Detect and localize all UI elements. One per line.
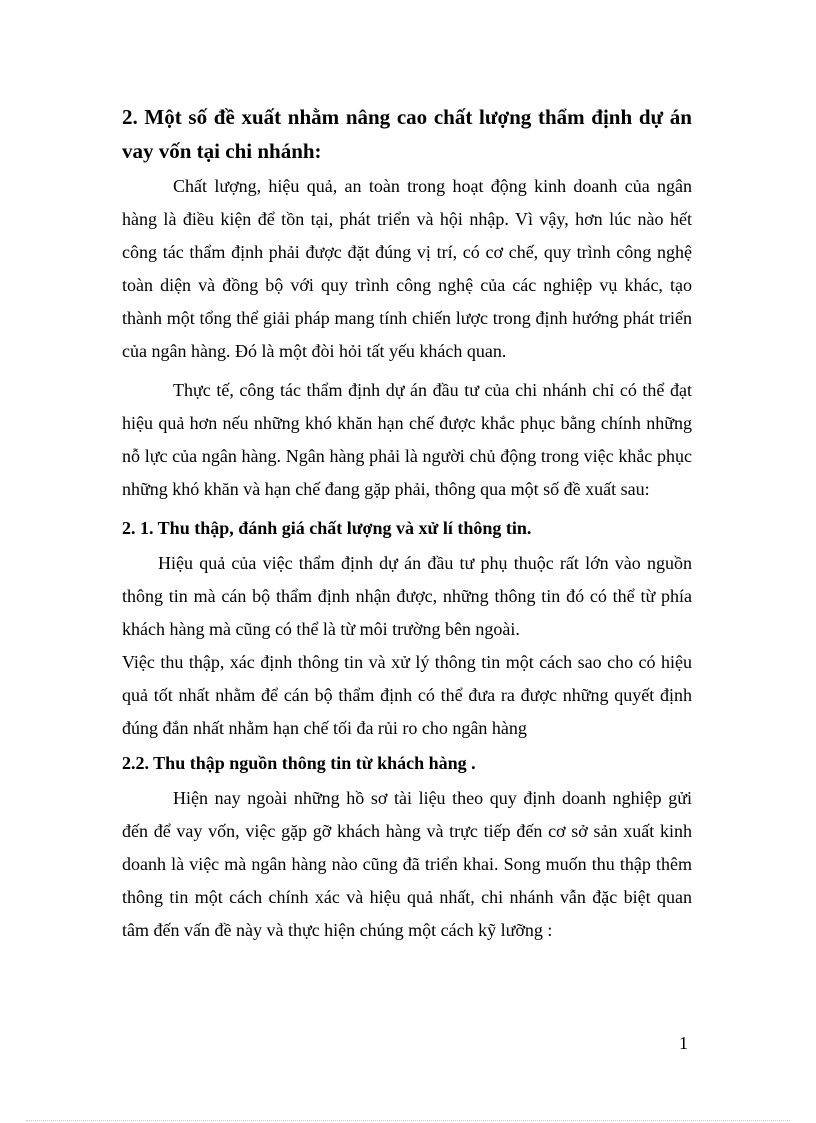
subheading-2-2: 2.2. Thu thập nguồn thông tin từ khách hàng .: [122, 753, 476, 773]
document-body: [122, 100, 692, 953]
section-heading: 2. Một số đề xuất nhằm nâng cao chất lượng thẩm định dự án vay vốn tại chi nhánh:: [122, 105, 692, 163]
paragraph-2-2-a: Hiện nay ngoài những hồ sơ tài liệu theo quy định doanh nghiệp gửi đến để vay vốn, việc gặp gỡ khách hàng và trực tiếp đến cơ sở sản xuất kinh doanh là việc mà ngân hàng nào cũng đã triển khai. Song muốn thu thập thêm thông tin một cách chính xác và hiệu quả nhất, chi nhánh vẫn đặc biệt quan tâm đến vấn đề này và thực hiện chúng một cách kỹ lưỡng :: [122, 788, 692, 940]
paragraph-intro-1: Chất lượng, hiệu quả, an toàn trong hoạt động kinh doanh của ngân hàng là điều kiện để tồn tại, phát triển và hội nhập. Vì vậy, hơn lúc nào hết công tác thẩm định phải được đặt đúng vị trí, có cơ chế, quy trình công nghệ toàn diện và đồng bộ với quy trình công nghệ của các nghiệp vụ khác, tạo thành một tổng thể giải pháp mang tính chiến lược trong định hướng phát triển của ngân hàng. Đó là một đòi hỏi tất yếu khách quan.: [122, 176, 692, 361]
paragraph-2-1-a: Hiệu quả của việc thẩm định dự án đầu tư phụ thuộc rất lớn vào nguồn thông tin mà cán bộ thẩm định nhận được, những thông tin đó có thể từ phía khách hàng mà cũng có thể là từ môi trường bên ngoài.: [122, 553, 692, 639]
page-number: 1: [679, 1033, 688, 1053]
paragraph-2-1-b: Việc thu thập, xác định thông tin và xử lý thông tin một cách sao cho có hiệu quả tốt nhất nhằm để cán bộ thẩm định có thể đưa ra được những quyết định đúng đắn nhất nhằm hạn chế tối đa rủi ro cho ngân hàng: [122, 652, 692, 738]
page-bottom-divider: [26, 1120, 790, 1121]
paragraph-intro-2: Thực tế, công tác thẩm định dự án đầu tư của chi nhánh chỉ có thể đạt hiệu quả hơn nếu những khó khăn hạn chế được khắc phục bằng chính những nỗ lực của ngân hàng. Ngân hàng phải là người chủ động trong việc khắc phục những khó khăn và hạn chế đang gặp phải, thông qua một số đề xuất sau:: [122, 380, 692, 499]
subheading-2-1: 2. 1. Thu thập, đánh giá chất lượng và xử lí thông tin.: [122, 518, 532, 538]
